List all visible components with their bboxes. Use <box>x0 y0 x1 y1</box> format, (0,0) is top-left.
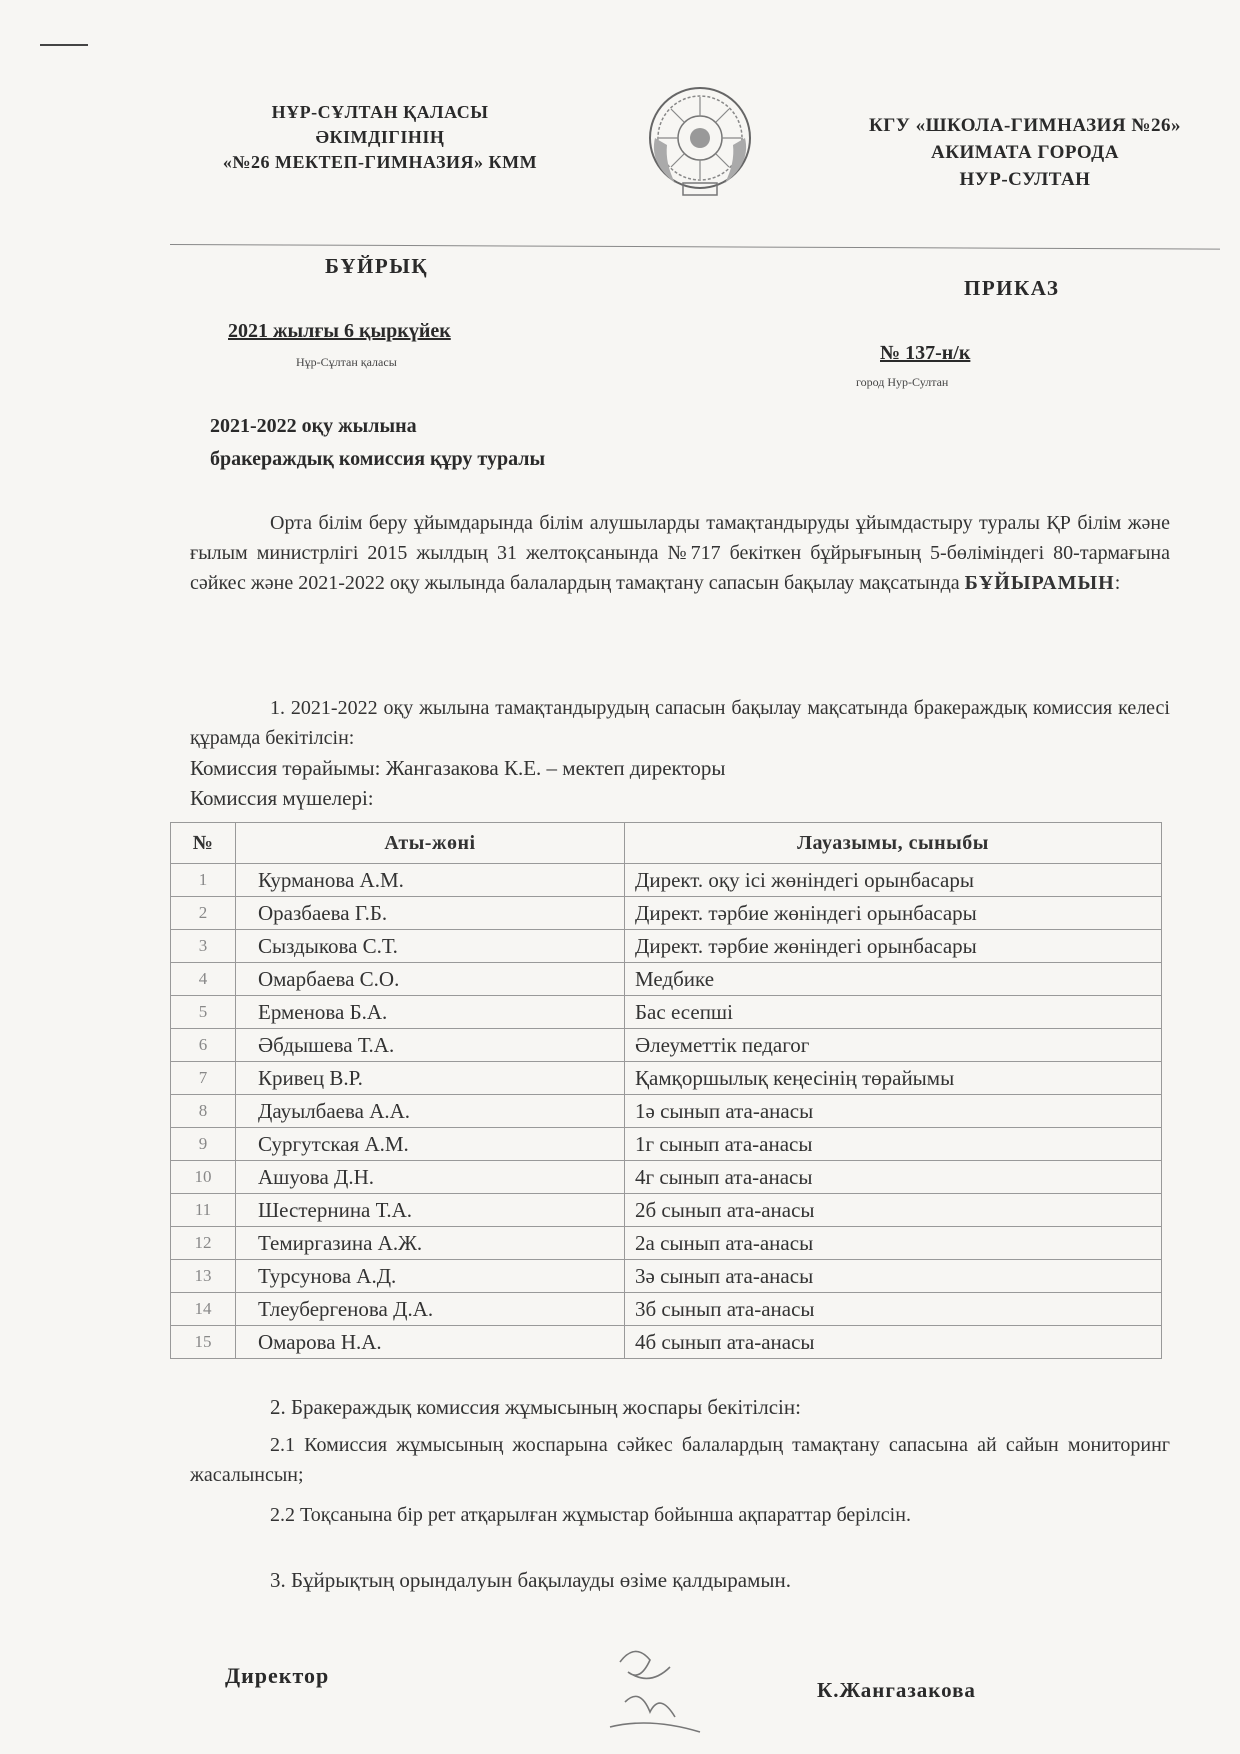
row-number: 12 <box>171 1227 236 1260</box>
header-number: № <box>171 823 236 864</box>
table-row <box>171 864 1162 897</box>
order-number: № 137-н/к <box>880 342 971 364</box>
member-position: 1ә сынып ата-анасы <box>625 1095 1162 1128</box>
table-header-row <box>171 823 1162 864</box>
row-number: 9 <box>171 1128 236 1161</box>
member-position: 2а сынып ата-анасы <box>625 1227 1162 1260</box>
header-right-line-2: АКИМАТА ГОРОДА <box>931 142 1119 163</box>
row-number: 2 <box>171 897 236 930</box>
table-row <box>171 1293 1162 1326</box>
order-subject <box>210 410 545 476</box>
member-name: Турсунова А.Д. <box>236 1260 625 1293</box>
table-row <box>171 1194 1162 1227</box>
member-name: Омарова Н.А. <box>236 1326 625 1359</box>
member-position: Директ. тәрбие жөніндегі орынбасары <box>625 930 1162 963</box>
header-left <box>160 100 600 175</box>
row-number: 1 <box>171 864 236 897</box>
row-number: 7 <box>171 1062 236 1095</box>
member-name: Дауылбаева А.А. <box>236 1095 625 1128</box>
table-row <box>171 963 1162 996</box>
header-name: Аты-жөні <box>236 823 625 864</box>
order-title-ru: ПРИКАЗ <box>964 276 1060 300</box>
members-table <box>170 822 1162 1359</box>
member-position: 2б сынып ата-анасы <box>625 1194 1162 1227</box>
table-row <box>171 1260 1162 1293</box>
member-name: Сургутская А.М. <box>236 1128 625 1161</box>
subject-line-1: 2021-2022 оқу жылына <box>210 415 417 437</box>
member-position: Директ. тәрбие жөніндегі орынбасары <box>625 897 1162 930</box>
table-row <box>171 930 1162 963</box>
table-row <box>171 1128 1162 1161</box>
row-number: 6 <box>171 1029 236 1062</box>
header-right-line-1: КГУ «ШКОЛА-ГИМНАЗИЯ №26» <box>869 115 1181 136</box>
table-row <box>171 1326 1162 1359</box>
commission-members-label: Комиссия мүшелері: <box>190 786 374 810</box>
member-name: Әбдышева Т.А. <box>236 1029 625 1062</box>
row-number: 14 <box>171 1293 236 1326</box>
paragraph-item-2-1: 2.1 Комиссия жұмысының жоспарына сәйкес балалардың тамақтану сапасына ай сайын мониторинг жасалынсын; <box>190 1434 1170 1486</box>
handwritten-signature-icon <box>580 1632 720 1742</box>
member-position: Директ. оқу ісі жөніндегі орынбасары <box>625 864 1162 897</box>
row-number: 4 <box>171 963 236 996</box>
header-position: Лауазымы, сыныбы <box>625 823 1162 864</box>
row-number: 11 <box>171 1194 236 1227</box>
row-number: 13 <box>171 1260 236 1293</box>
member-position: 3б сынып ата-анасы <box>625 1293 1162 1326</box>
state-emblem-icon <box>645 83 755 201</box>
member-name: Ерменова Б.А. <box>236 996 625 1029</box>
member-name: Оразбаева Г.Б. <box>236 897 625 930</box>
member-position: 4б сынып ата-анасы <box>625 1326 1162 1359</box>
member-position: 4г сынып ата-анасы <box>625 1161 1162 1194</box>
member-name: Омарбаева С.О. <box>236 963 625 996</box>
row-number: 5 <box>171 996 236 1029</box>
paragraph-preamble <box>190 508 1170 598</box>
member-position: 1г сынып ата-анасы <box>625 1128 1162 1161</box>
table-row <box>171 897 1162 930</box>
table-row <box>171 1095 1162 1128</box>
row-number: 8 <box>171 1095 236 1128</box>
order-city-ru: город Нур-Султан <box>856 375 949 389</box>
member-position: 3ә сынып ата-анасы <box>625 1260 1162 1293</box>
member-name: Сыздыкова С.Т. <box>236 930 625 963</box>
member-name: Ашуова Д.Н. <box>236 1161 625 1194</box>
member-position: Медбике <box>625 963 1162 996</box>
preamble-text: Орта білім беру ұйымдарында білім алушыларды тамақтандыруды ұйымдастыру туралы ҚР білім және ғылым министрлігі 2015 жылдың 31 желтоқсанында №717 бекіткен бұйрығының 5-бөліміндегі 80-тармағына сәйкес және 2021-2022 оқу жылында балалардың тамақтану сапасын бақылау мақсатында <box>190 512 1170 594</box>
table-row <box>171 1161 1162 1194</box>
table-row <box>171 1227 1162 1260</box>
header-right <box>815 112 1235 193</box>
member-position: Бас есепші <box>625 996 1162 1029</box>
members-table-body <box>171 864 1162 1359</box>
header-left-line-3: «№26 МЕКТЕП-ГИМНАЗИЯ» КММ <box>222 152 538 172</box>
header-divider <box>170 244 1220 250</box>
preamble-end: : <box>1114 572 1121 594</box>
member-name: Темиргазина А.Ж. <box>236 1227 625 1260</box>
row-number: 3 <box>171 930 236 963</box>
order-city-kz: Нұр-Сұлтан қаласы <box>296 355 397 369</box>
paragraph-item-3: 3. Бұйрықтың орындалуын бақылауды өзіме қалдырамын. <box>270 1568 791 1592</box>
paragraph-item-2-2: 2.2 Тоқсанына бір рет атқарылған жұмыстар бойынша ақпараттар берілсін. <box>270 1504 911 1526</box>
preamble-order-word: БҰЙЫРАМЫН <box>964 572 1115 594</box>
row-number: 10 <box>171 1161 236 1194</box>
row-number: 15 <box>171 1326 236 1359</box>
header-left-line-2: ӘКІМДІГІНІҢ <box>315 127 445 147</box>
paragraph-item-1: 1. 2021-2022 оқу жылына тамақтандырудың сапасын бақылау мақсатында бракераждық комиссия келесі құрамда бекітілсін: <box>190 697 1170 749</box>
table-row <box>171 1062 1162 1095</box>
paragraph-item-2: 2. Бракераждық комиссия жұмысының жоспары бекітілсін: <box>270 1395 801 1419</box>
member-name: Шестернина Т.А. <box>236 1194 625 1227</box>
order-date: 2021 жылғы 6 қыркүйек <box>228 320 451 342</box>
subject-line-2: бракераждық комиссия құру туралы <box>210 448 546 470</box>
member-name: Курманова А.М. <box>236 864 625 897</box>
member-position: Қамқоршылық кеңесінің төрайымы <box>625 1062 1162 1095</box>
member-position: Әлеуметтік педагог <box>625 1029 1162 1062</box>
commission-chair: Комиссия төрайымы: Жангазакова К.Е. – мектеп директоры <box>190 756 726 780</box>
header-left-line-1: НҰР-СҰЛТАН ҚАЛАСЫ <box>271 102 489 122</box>
margin-dash <box>40 44 88 46</box>
order-title-kz: БҰЙРЫҚ <box>325 254 429 278</box>
header-right-line-3: НУР-СУЛТАН <box>959 169 1091 190</box>
table-row <box>171 996 1162 1029</box>
signature-label: Директор <box>225 1663 330 1688</box>
table-row <box>171 1029 1162 1062</box>
member-name: Тлеубергенова Д.А. <box>236 1293 625 1326</box>
signature-name: К.Жангазакова <box>817 1678 976 1702</box>
member-name: Кривец В.Р. <box>236 1062 625 1095</box>
